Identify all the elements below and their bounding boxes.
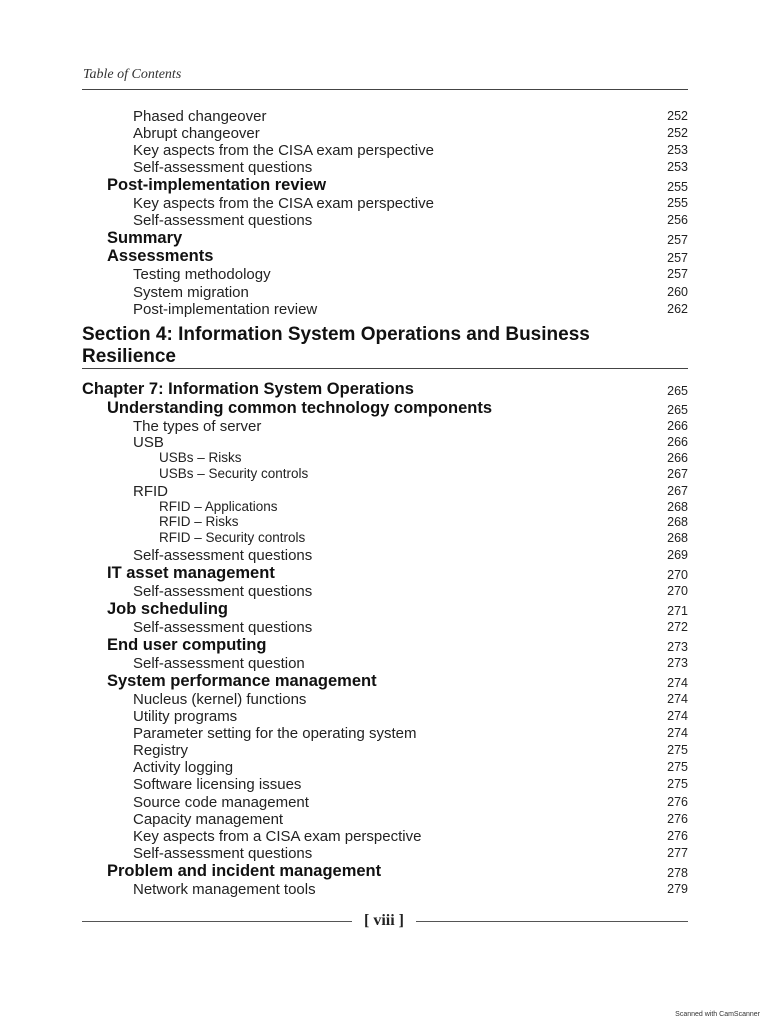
toc-entry-title: Assessments	[107, 246, 214, 265]
toc-entry	[0, 176, 768, 194]
running-header-title: Table of Contents	[83, 67, 182, 82]
toc-entry	[0, 546, 768, 564]
toc-entry-title: Capacity management	[133, 810, 284, 828]
toc-entry-title: Key aspects from a CISA exam perspective	[133, 827, 422, 845]
toc-entry-page: 269	[667, 547, 688, 562]
toc-entry-page: 257	[667, 233, 688, 247]
toc-entry-title: The types of server	[133, 417, 262, 435]
toc-entry	[0, 564, 768, 582]
toc-entry-page: 274	[667, 691, 688, 706]
toc-entry-title: RFID – Applications	[159, 499, 278, 515]
toc-entry-title: Self-assessment questions	[133, 844, 313, 862]
footer-rule-right	[416, 921, 688, 922]
toc-entry	[0, 399, 768, 417]
toc-entry	[0, 247, 768, 265]
toc-entry-page: 272	[667, 619, 688, 634]
toc-entry-title: Phased changeover	[133, 107, 267, 125]
toc-entry-title: Chapter 7: Information System Operations	[82, 379, 414, 398]
toc-entry-title: System migration	[133, 283, 249, 301]
toc-entry-page: 268	[667, 530, 688, 545]
toc-entry-page: 268	[667, 514, 688, 529]
toc-entry-page: 278	[667, 866, 688, 880]
toc-entry-title: USBs – Security controls	[159, 466, 309, 482]
toc-entry-page: 257	[667, 266, 688, 281]
toc-entry	[0, 862, 768, 880]
toc-entry-page: 265	[667, 384, 688, 398]
toc-entry-page: 276	[667, 811, 688, 826]
toc-entry-title: Summary	[107, 228, 183, 247]
toc-entry	[0, 880, 768, 898]
toc-entry	[0, 300, 768, 318]
toc-entry-title: Key aspects from the CISA exam perspective	[133, 141, 434, 159]
section-rule	[82, 368, 688, 369]
toc-entry-title: IT asset management	[107, 563, 275, 582]
toc-entry-page: 265	[667, 403, 688, 417]
scanner-watermark: Scanned with CamScanner	[675, 1011, 760, 1018]
toc-entry	[0, 618, 768, 636]
header-rule	[82, 89, 688, 90]
toc-entry-title: Self-assessment questions	[133, 546, 313, 564]
toc-entry-page: 274	[667, 725, 688, 740]
section-heading: Section 4: Information System Operations and Business Resilience	[82, 324, 590, 367]
toc-entry-page: 256	[667, 212, 688, 227]
toc-entry	[0, 707, 768, 725]
toc-entry	[0, 211, 768, 229]
toc-entry-title: Post-implementation review	[107, 175, 327, 194]
toc-entry-page: 275	[667, 742, 688, 757]
toc-entry	[0, 827, 768, 845]
toc-entry-page: 260	[667, 284, 688, 299]
toc-entry-title: Utility programs	[133, 707, 238, 725]
toc-entry-title: Parameter setting for the operating system	[133, 724, 417, 742]
toc-entry-title: RFID – Risks	[159, 514, 239, 530]
toc-entry-page: 252	[667, 108, 688, 123]
toc-entry	[0, 465, 768, 483]
toc-entry-title: Post-implementation review	[133, 300, 318, 318]
footer-rule-left	[82, 921, 352, 922]
toc-entry	[0, 158, 768, 176]
toc-entry-page: 277	[667, 845, 688, 860]
toc-entry	[0, 690, 768, 708]
toc-entry-page: 252	[667, 125, 688, 140]
toc-entry-title: USBs – Risks	[159, 450, 242, 466]
toc-entry-page: 276	[667, 794, 688, 809]
toc-entry-page: 267	[667, 466, 688, 481]
toc-entry-title: Abrupt changeover	[133, 124, 260, 142]
toc-entry-page: 257	[667, 251, 688, 265]
toc-entry-page: 266	[667, 450, 688, 465]
toc-entry	[0, 194, 768, 212]
toc-entry	[0, 124, 768, 142]
toc-entry-page: 270	[667, 583, 688, 598]
toc-entry-page: 255	[667, 180, 688, 194]
toc-entry-title: Self-assessment questions	[133, 618, 313, 636]
toc-entry-title: Nucleus (kernel) functions	[133, 690, 307, 708]
toc-entry	[0, 582, 768, 600]
toc-entry-title: Activity logging	[133, 758, 234, 776]
toc-entry-page: 270	[667, 568, 688, 582]
toc-entry-page: 253	[667, 142, 688, 157]
toc-entry	[0, 107, 768, 125]
toc-entry	[0, 844, 768, 862]
toc-entry-title: Understanding common technology components	[107, 398, 493, 417]
toc-entry-title: Source code management	[133, 793, 309, 811]
toc-entry	[0, 229, 768, 247]
toc-entry	[0, 265, 768, 283]
toc-entry-page: 268	[667, 499, 688, 514]
toc-entry-title: Self-assessment questions	[133, 211, 313, 229]
toc-entry-page: 266	[667, 418, 688, 433]
toc-entry-page: 253	[667, 159, 688, 174]
toc-entry-title: End user computing	[107, 635, 267, 654]
toc-entry-title: RFID – Security controls	[159, 530, 306, 546]
toc-entry-title: Problem and incident management	[107, 861, 382, 880]
toc-entry	[0, 672, 768, 690]
toc-entry-title: USB	[133, 433, 164, 451]
toc-entry-page: 255	[667, 195, 688, 210]
toc-entry-title: Registry	[133, 741, 189, 759]
toc-entry-title: RFID	[133, 482, 168, 500]
toc-entry-page: 275	[667, 759, 688, 774]
toc-entry	[0, 758, 768, 776]
toc-entry-page: 279	[667, 881, 688, 896]
toc-entry-page: 266	[667, 434, 688, 449]
toc-entry-title: Software licensing issues	[133, 775, 302, 793]
toc-entry-page: 274	[667, 676, 688, 690]
toc-entry	[0, 380, 768, 398]
toc-entry	[0, 810, 768, 828]
toc-entry-title: Testing methodology	[133, 265, 271, 283]
toc-entry-title: Key aspects from the CISA exam perspective	[133, 194, 434, 212]
toc-entry	[0, 724, 768, 742]
footer-page-number: [ viii ]	[364, 912, 404, 929]
toc-entry-title: System performance management	[107, 671, 377, 690]
toc-entry	[0, 529, 768, 547]
toc-entry	[0, 741, 768, 759]
toc-entry	[0, 636, 768, 654]
toc-entry	[0, 600, 768, 618]
toc-entry-title: Job scheduling	[107, 599, 229, 618]
toc-entry-page: 271	[667, 604, 688, 618]
toc-entry	[0, 793, 768, 811]
toc-entry-title: Self-assessment question	[133, 654, 305, 672]
toc-entry-page: 262	[667, 301, 688, 316]
toc-entry-page: 273	[667, 655, 688, 670]
toc-entry-page: 276	[667, 828, 688, 843]
toc-entry-page: 274	[667, 708, 688, 723]
toc-entry	[0, 283, 768, 301]
toc-entry	[0, 141, 768, 159]
toc-entry-page: 275	[667, 776, 688, 791]
toc-entry-title: Network management tools	[133, 880, 316, 898]
toc-entry-page: 267	[667, 483, 688, 498]
toc-entry	[0, 654, 768, 672]
toc-entry-page: 273	[667, 640, 688, 654]
toc-entry-title: Self-assessment questions	[133, 158, 313, 176]
toc-entry-title: Self-assessment questions	[133, 582, 313, 600]
toc-entry	[0, 775, 768, 793]
